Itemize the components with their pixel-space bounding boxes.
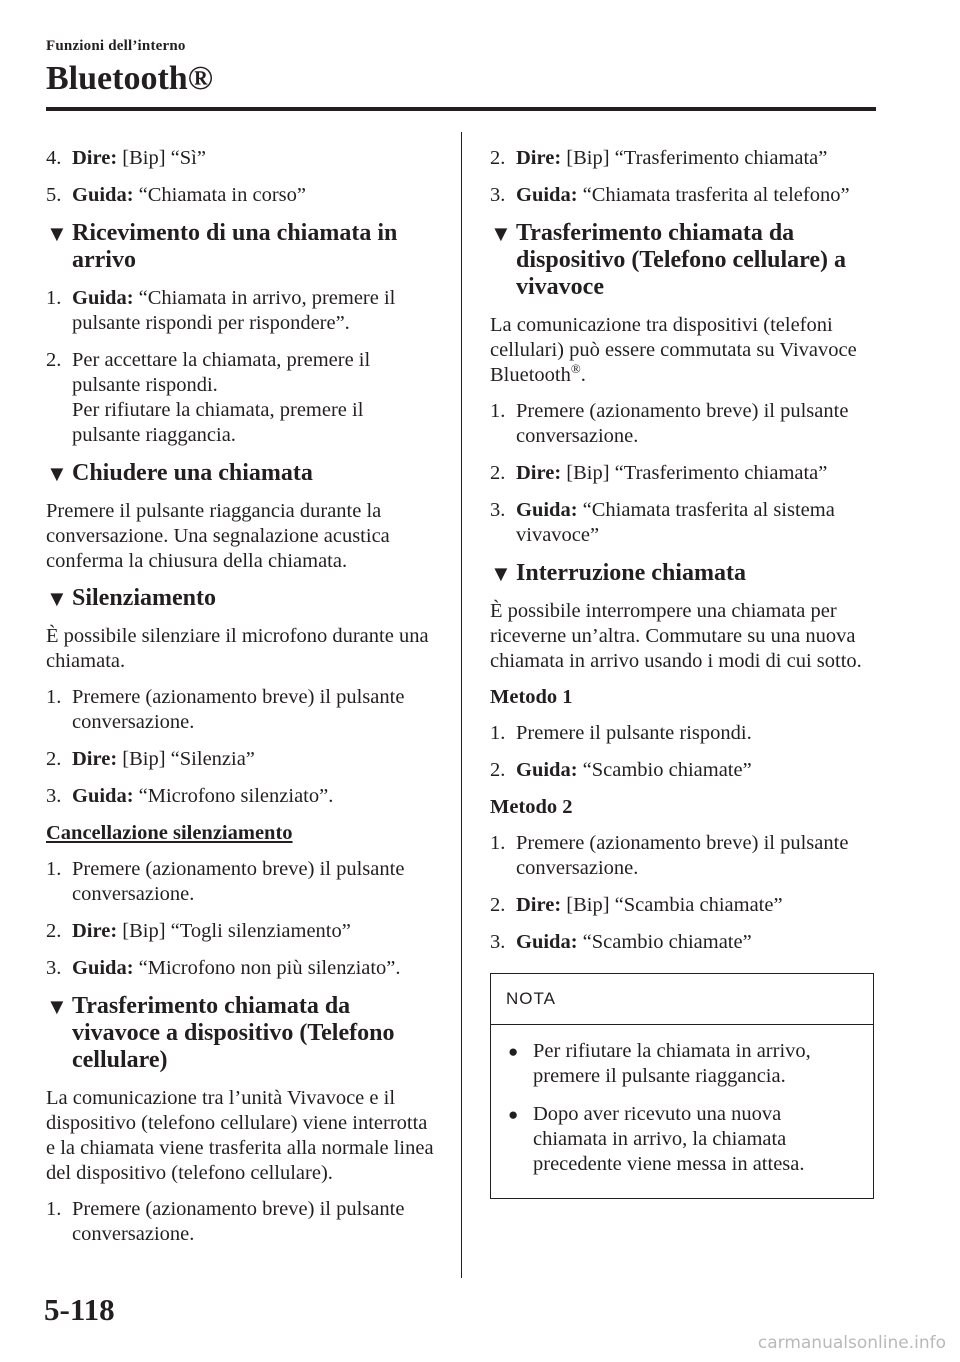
- step-number: 4.: [46, 147, 62, 169]
- step-text: “Scambio chiamate”: [577, 931, 752, 953]
- step-keyword: Dire:: [516, 894, 562, 916]
- step-1: [490, 721, 874, 746]
- step-keyword: Guida:: [72, 184, 134, 206]
- step-text-2: Per rifiutare la chiamata, premere il pulsante riaggancia.: [72, 399, 364, 446]
- heading-trasferimento-a-dispositivo: [46, 993, 436, 1074]
- bullet-icon: ●: [508, 1042, 519, 1061]
- step-text: Premere (azionamento breve) il pulsante conversazione.: [72, 1198, 405, 1245]
- note-item: [506, 1039, 858, 1089]
- step-1: [490, 831, 874, 881]
- step-text: Per accettare la chiamata, premere il pulsante rispondi.: [72, 349, 371, 396]
- step-text: [Bip] “Sì”: [117, 147, 206, 169]
- step-keyword: Dire:: [72, 920, 118, 942]
- step-number: 3.: [46, 957, 62, 979]
- step-text: Premere (azionamento breve) il pulsante conversazione.: [516, 400, 849, 447]
- method-label: Metodo 2: [490, 796, 573, 818]
- step-keyword: Dire:: [72, 748, 118, 770]
- heading-trasferimento-a-vivavoce: [490, 220, 874, 301]
- step-number: 3.: [46, 785, 62, 807]
- step-number: 2.: [46, 920, 62, 942]
- step-text: “Microfono silenziato”.: [133, 785, 334, 807]
- step-2: [490, 893, 874, 918]
- paragraph: La comunicazione tra dispositivi (telefoni cellulari) può essere commutata su Vivavoce Bluetooth®.: [490, 314, 857, 386]
- step-keyword: Guida:: [516, 499, 578, 521]
- note-box: [490, 973, 874, 1199]
- step-number: 1.: [46, 858, 62, 880]
- step-5: [46, 183, 436, 208]
- step-number: 1.: [490, 722, 506, 744]
- paragraph: È possibile silenziare il microfono durante una chiamata.: [46, 625, 429, 672]
- triangle-down-icon: ▼: [46, 461, 68, 486]
- heading-text: Silenziamento: [72, 585, 216, 611]
- step-number: 1.: [46, 287, 62, 309]
- heading-interruzione: [490, 560, 874, 587]
- step-4: [46, 146, 436, 171]
- note-item-text: Dopo aver ricevuto una nuova chiamata in arrivo, la chiamata precedente viene messa in attesa.: [533, 1103, 805, 1175]
- heading-text: Interruzione chiamata: [516, 560, 746, 586]
- page-header: [46, 38, 876, 99]
- triangle-down-icon: ▼: [46, 994, 68, 1019]
- heading-chiudere: [46, 460, 436, 487]
- triangle-down-icon: ▼: [46, 586, 68, 611]
- page-number: 5-118: [44, 1292, 115, 1327]
- step-3: [46, 956, 436, 981]
- step-text: [Bip] “Silenzia”: [117, 748, 255, 770]
- step-1: [46, 685, 436, 735]
- triangle-down-icon: ▼: [490, 561, 512, 586]
- step-keyword: Guida:: [516, 759, 578, 781]
- step-number: 3.: [490, 931, 506, 953]
- step-keyword: Guida:: [516, 931, 578, 953]
- heading-text: Ricevimento di una chiamata in arrivo: [72, 220, 398, 273]
- note-item-text: Per rifiutare la chiamata in arrivo, premere il pulsante riaggancia.: [533, 1040, 811, 1087]
- bullet-icon: ●: [508, 1105, 519, 1124]
- step-3: [46, 784, 436, 809]
- step-3: [490, 930, 874, 955]
- step-2: [490, 461, 874, 486]
- step-2: [46, 747, 436, 772]
- step-number: 3.: [490, 499, 506, 521]
- paragraph: La comunicazione tra l’unità Vivavoce e il dispositivo (telefono cellulare) viene interrotta e la chiamata viene trasferita alla normale linea del dispositivo (telefono cellulare).: [46, 1087, 434, 1184]
- step-number: 2.: [46, 349, 62, 371]
- note-body: [491, 1025, 873, 1198]
- step-text: “Chiamata trasferita al telefono”: [577, 184, 850, 206]
- chapter-title: Bluetooth®: [46, 60, 214, 97]
- step-text: [Bip] “Trasferimento chiamata”: [561, 147, 828, 169]
- step-number: 2.: [46, 748, 62, 770]
- step-1: [46, 1197, 436, 1247]
- step-3: [490, 498, 874, 548]
- heading-text: Trasferimento chiamata da dispositivo (Telefono cellulare) a vivavoce: [516, 220, 846, 300]
- heading-silenziamento: [46, 585, 436, 612]
- step-2: [46, 919, 436, 944]
- step-text: Premere (azionamento breve) il pulsante conversazione.: [72, 858, 405, 905]
- step-keyword: Guida:: [72, 957, 134, 979]
- registered-mark: ®: [570, 361, 581, 377]
- note-title: NOTA: [491, 974, 873, 1025]
- watermark[interactable]: carmanualsonline.info: [757, 1333, 946, 1353]
- step-text: “Chiamata trasferita al sistema vivavoce”: [516, 499, 835, 546]
- section-label: Funzioni dell’interno: [46, 38, 186, 54]
- left-column: [46, 146, 436, 1259]
- step-number: 5.: [46, 184, 62, 206]
- step-number: 2.: [490, 759, 506, 781]
- step-text: [Bip] “Trasferimento chiamata”: [561, 462, 828, 484]
- step-keyword: Dire:: [516, 462, 562, 484]
- step-1: [46, 286, 436, 336]
- step-number: 1.: [46, 1198, 62, 1220]
- step-2: [46, 348, 436, 448]
- paragraph: Premere il pulsante riaggancia durante la conversazione. Una segnalazione acustica conferma la chiusura della chiamata.: [46, 500, 390, 572]
- step-text: Premere (azionamento breve) il pulsante conversazione.: [516, 832, 849, 879]
- step-number: 2.: [490, 462, 506, 484]
- step-text: “Microfono non più silenziato”.: [133, 957, 401, 979]
- step-keyword: Dire:: [516, 147, 562, 169]
- step-1: [490, 399, 874, 449]
- step-text: [Bip] “Togli silenziamento”: [117, 920, 351, 942]
- step-number: 1.: [46, 686, 62, 708]
- step-keyword: Guida:: [516, 184, 578, 206]
- subheading: Cancellazione silenziamento: [46, 822, 293, 844]
- step-text: “Chiamata in arrivo, premere il pulsante rispondi per rispondere”.: [72, 287, 396, 334]
- step-number: 2.: [490, 147, 506, 169]
- heading-text: Trasferimento chiamata da vivavoce a dispositivo (Telefono cellulare): [72, 993, 395, 1073]
- step-keyword: Dire:: [72, 147, 118, 169]
- step-text: “Scambio chiamate”: [577, 759, 752, 781]
- step-text: Premere il pulsante rispondi.: [516, 722, 752, 744]
- triangle-down-icon: ▼: [490, 221, 512, 246]
- step-2: [490, 146, 874, 171]
- step-text: Premere (azionamento breve) il pulsante conversazione.: [72, 686, 405, 733]
- heading-ricevimento: [46, 220, 436, 274]
- step-3: [490, 183, 874, 208]
- step-1: [46, 857, 436, 907]
- step-keyword: Guida:: [72, 287, 134, 309]
- paragraph: È possibile interrompere una chiamata per riceverne un’altra. Commutare su una nuova chiamata in arrivo usando i modi di cui sotto.: [490, 600, 862, 672]
- column-divider: [461, 132, 462, 1278]
- step-number: 1.: [490, 832, 506, 854]
- step-number: 3.: [490, 184, 506, 206]
- step-number: 1.: [490, 400, 506, 422]
- triangle-down-icon: ▼: [46, 221, 68, 246]
- method-label: Metodo 1: [490, 686, 573, 708]
- step-text: “Chiamata in corso”: [133, 184, 307, 206]
- right-column: [490, 146, 874, 1199]
- step-number: 2.: [490, 894, 506, 916]
- note-item: [506, 1102, 858, 1177]
- step-text: [Bip] “Scambia chiamate”: [561, 894, 783, 916]
- step-keyword: Guida:: [72, 785, 134, 807]
- heading-text: Chiudere una chiamata: [72, 460, 313, 486]
- step-2: [490, 758, 874, 783]
- header-rule: [46, 107, 876, 111]
